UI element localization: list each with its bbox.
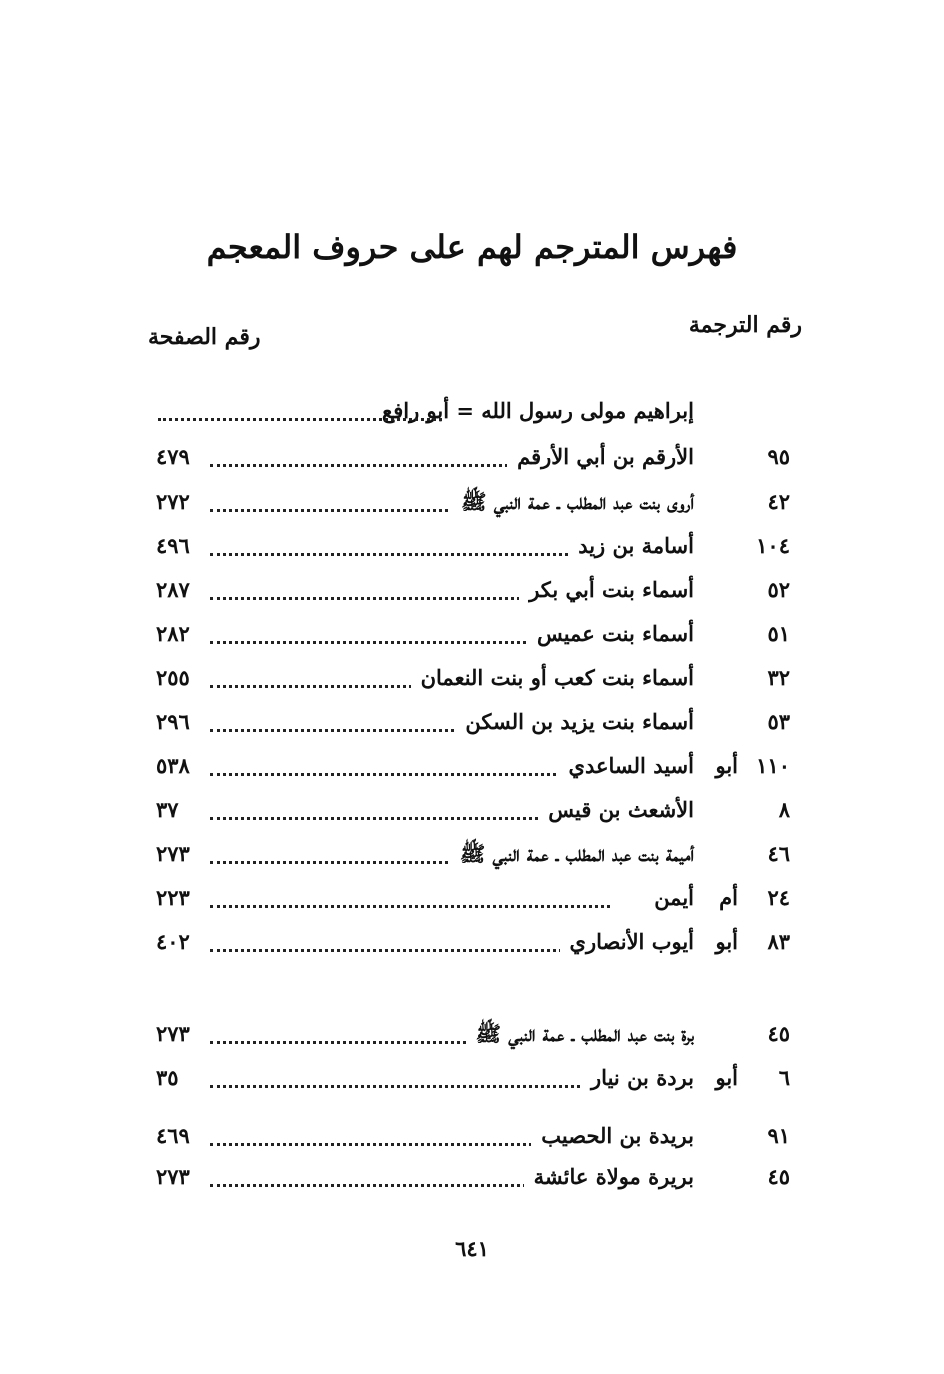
entry-number: ٣٢ — [767, 665, 790, 690]
entry-page: ٢٩٦ — [156, 709, 190, 734]
entry-page: ٢٧٣ — [156, 841, 190, 866]
entry-page: ٢٧٣ — [156, 1021, 190, 1046]
table-row — [150, 621, 790, 663]
page-title: فهرس المترجم لهم على حروف المعجم — [206, 228, 738, 266]
cross-reference-row — [150, 398, 790, 440]
entry-prefix: أم — [719, 885, 738, 910]
entry-number: ٥١ — [767, 621, 790, 646]
page-number: ٦٤١ — [455, 1236, 489, 1261]
entry-page: ٢٨٢ — [156, 621, 190, 646]
entry-number: ١٠٤ — [756, 533, 790, 558]
entry-number: ٤٦ — [767, 841, 790, 866]
table-row — [150, 1065, 790, 1107]
entry-number: ٤٥ — [767, 1164, 790, 1189]
entry-number: ١١٠ — [756, 753, 790, 778]
dot-leader — [210, 553, 610, 556]
table-row — [150, 797, 790, 839]
entry-name: بريرة مولاة عائشة — [524, 1164, 694, 1189]
entry-number: ٨ — [778, 797, 790, 822]
entry-name: الأشعث بن قيس — [538, 797, 694, 822]
table-row — [150, 841, 790, 883]
entry-name: أسماء بنت عميس — [527, 621, 694, 646]
entry-name: أسامة بن زيد — [568, 533, 694, 558]
table-row — [150, 489, 790, 531]
table-row — [150, 753, 790, 795]
entry-number: ٨٣ — [767, 929, 790, 954]
cross-reference-text: إبراهيم مولى رسول الله = أبو رافع — [372, 398, 694, 423]
entry-number-header: رقم الترجمة — [688, 312, 802, 338]
entry-number: ٦ — [778, 1065, 790, 1090]
entry-name: بريدة بن الحصيب — [531, 1123, 694, 1148]
entry-number: ٥٣ — [767, 709, 790, 734]
entry-page: ٢٧٢ — [156, 489, 190, 514]
table-row — [150, 885, 790, 927]
dot-leader — [210, 949, 610, 952]
table-row — [150, 1164, 790, 1206]
entry-page: ٤٠٢ — [156, 929, 190, 954]
table-row — [150, 1123, 790, 1165]
entry-name: برة بنت عبد المطلب ـ عمة النبي ﷺ — [466, 1021, 694, 1052]
table-row — [150, 929, 790, 971]
entry-name: أسماء بنت يزيد بن السكن — [455, 709, 694, 734]
entry-number: ٥٢ — [767, 577, 790, 602]
entry-page: ٢٥٥ — [156, 665, 190, 690]
entry-name: أسماء بنت كعب أو بنت النعمان — [411, 665, 694, 690]
entry-name: أسيد الساعدي — [559, 753, 694, 778]
entry-name: أيوب الأنصاري — [560, 929, 694, 954]
page-number-header: رقم الصفحة — [148, 324, 261, 350]
entry-name: أميمة بنت عبد المطلب ـ عمة النبي ﷺ — [450, 841, 694, 872]
entry-page: ٢٧٣ — [156, 1164, 190, 1189]
entry-name: أروى بنت عبد المطلب ـ عمة النبي ﷺ — [451, 489, 694, 520]
entry-name: الأرقم بن أبي الأرقم — [507, 444, 694, 469]
entry-page: ٣٧ — [156, 797, 179, 822]
entry-page: ٢٨٧ — [156, 577, 190, 602]
entry-page: ٢٢٣ — [156, 885, 190, 910]
entry-name: أيمن — [644, 885, 694, 910]
entry-page: ٤٦٩ — [156, 1123, 190, 1148]
dot-leader — [210, 773, 610, 776]
index-list — [150, 0, 790, 1374]
entry-prefix: أبو — [715, 1065, 738, 1090]
entry-name: بردة بن نيار — [581, 1065, 694, 1090]
dot-leader — [158, 418, 442, 421]
dot-leader — [210, 905, 610, 908]
entry-prefix: أبو — [715, 753, 738, 778]
table-row — [150, 533, 790, 575]
entry-number: ٩٥ — [767, 444, 790, 469]
table-row — [150, 665, 790, 707]
entry-number: ٤٥ — [767, 1021, 790, 1046]
entry-page: ٤٧٩ — [156, 444, 190, 469]
entry-number: ٩١ — [767, 1123, 790, 1148]
entry-name: أسماء بنت أبي بكر — [519, 577, 694, 602]
table-row — [150, 577, 790, 619]
entry-page: ٥٣٨ — [156, 753, 190, 778]
table-row — [150, 709, 790, 751]
entry-number: ٤٢ — [767, 489, 790, 514]
entry-number: ٢٤ — [767, 885, 790, 910]
entry-page: ٣٥ — [156, 1065, 179, 1090]
table-row — [150, 1021, 790, 1063]
entry-page: ٤٩٦ — [156, 533, 190, 558]
table-row — [150, 444, 790, 486]
entry-prefix: أبو — [715, 929, 738, 954]
dot-leader — [210, 1085, 610, 1088]
